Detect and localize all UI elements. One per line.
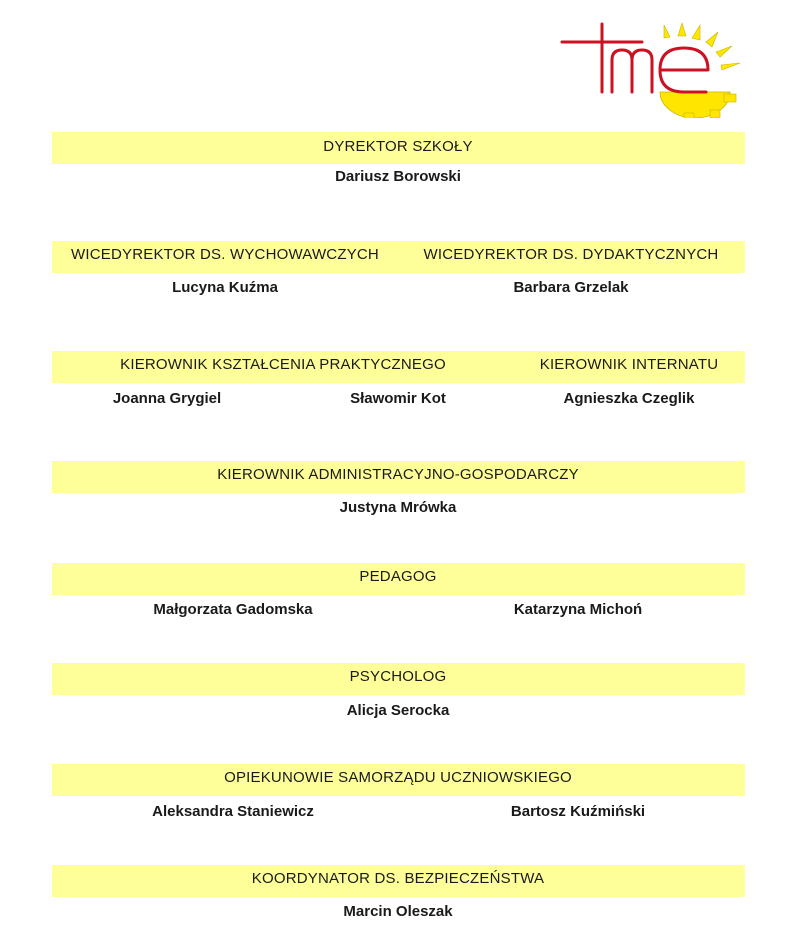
header-psycholog: PSYCHOLOG	[349, 668, 447, 685]
school-logo	[560, 20, 746, 118]
name-opiekun-1: Aleksandra Staniewicz	[152, 803, 314, 820]
name-pedagog-1: Małgorzata Gadomska	[153, 601, 313, 618]
name-opiekun-2: Bartosz Kuźmiński	[510, 803, 646, 820]
name-kierownik-internatu: Agnieszka Czeglik	[563, 390, 695, 407]
name-kierownik-ksztalcenia-2: Sławomir Kot	[350, 390, 446, 407]
name-kierownik-ksztalcenia-1: Joanna Grygiel	[112, 390, 222, 407]
name-psycholog: Alicja Serocka	[346, 702, 450, 719]
name-koordynator-bezpieczenstwa: Marcin Oleszak	[343, 903, 453, 920]
header-koordynator-bezpieczenstwa: KOORDYNATOR DS. BEZPIECZEŃSTWA	[251, 870, 545, 887]
header-opiekunowie-samorzadu: OPIEKUNOWIE SAMORZĄDU UCZNIOWSKIEGO	[224, 769, 572, 786]
name-dyrektor: Dariusz Borowski	[335, 168, 461, 185]
name-wicedyrektor-wychowawczy: Lucyna Kuźma	[172, 279, 278, 296]
name-pedagog-2: Katarzyna Michoń	[513, 601, 643, 618]
header-wicedyrektor-dydaktyczny: WICEDYREKTOR DS. DYDAKTYCZNYCH	[423, 246, 719, 263]
header-pedagog: PEDAGOG	[359, 568, 437, 585]
header-kierownik-administracyjny: KIEROWNIK ADMINISTRACYJNO-GOSPODARCZY	[217, 466, 579, 483]
header-kierownik-internatu: KIEROWNIK INTERNATU	[539, 356, 719, 373]
header-wicedyrektor-wychowawczy: WICEDYREKTOR DS. WYCHOWAWCZYCH	[71, 246, 379, 263]
header-kierownik-ksztalcenia: KIEROWNIK KSZTAŁCENIA PRAKTYCZNEGO	[120, 356, 446, 373]
header-dyrektor: DYREKTOR SZKOŁY	[323, 138, 473, 155]
name-kierownik-administracyjny: Justyna Mrówka	[339, 499, 457, 516]
name-wicedyrektor-dydaktyczny: Barbara Grzelak	[513, 279, 629, 296]
